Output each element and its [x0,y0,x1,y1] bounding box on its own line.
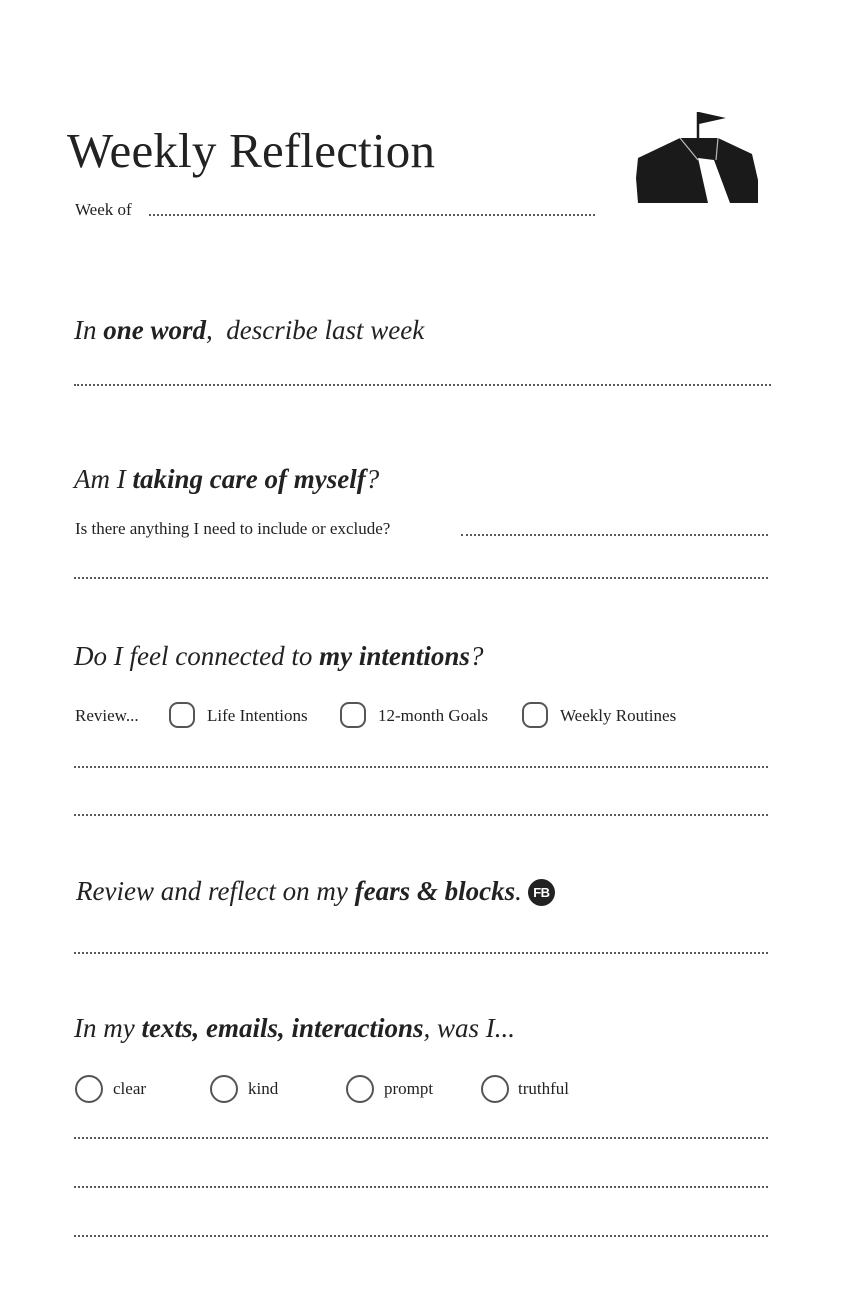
answer-line-one-word[interactable] [74,384,771,386]
checkbox-truthful[interactable] [481,1075,509,1103]
option-kind: kind [248,1079,279,1098]
checkbox-prompt[interactable] [346,1075,374,1103]
option-12-month-goals: 12-month Goals [378,706,489,725]
tent-icon [634,108,762,208]
option-truthful: truthful [518,1079,569,1098]
option-weekly-routines: Weekly Routines [560,706,677,725]
answer-line-fears-blocks[interactable] [74,952,768,954]
checkbox-12-month-goals[interactable] [340,702,366,728]
checkbox-weekly-routines[interactable] [522,702,548,728]
checkbox-life-intentions[interactable] [169,702,195,728]
fb-badge: FB [528,879,555,906]
self-care-prompt: Is there anything I need to include or exclude? [75,519,391,538]
option-clear: clear [113,1079,147,1098]
answer-line-self-care-1[interactable] [461,534,768,536]
week-of-field[interactable] [149,214,595,216]
question-communication: In my texts, emails, interactions, was I... [74,1013,516,1043]
question-self-care: Am I taking care of myself? [74,464,380,494]
review-label: Review... [75,706,139,725]
answer-line-intentions-1[interactable] [74,766,768,768]
answer-line-self-care-2[interactable] [74,577,768,579]
option-life-intentions: Life Intentions [207,706,308,725]
page-title: Weekly Reflection [67,123,436,178]
week-of-label: Week of [75,200,132,219]
answer-line-communication-3[interactable] [74,1235,768,1237]
checkbox-kind[interactable] [210,1075,238,1103]
question-fears-blocks: Review and reflect on my fears & blocks. FB [76,874,555,908]
answer-line-communication-1[interactable] [74,1137,768,1139]
question-one-word: In one word, describe last week [74,315,425,345]
answer-line-communication-2[interactable] [74,1186,768,1188]
answer-line-intentions-2[interactable] [74,814,768,816]
checkbox-clear[interactable] [75,1075,103,1103]
question-intentions: Do I feel connected to my intentions? [74,641,484,671]
option-prompt: prompt [384,1079,434,1098]
